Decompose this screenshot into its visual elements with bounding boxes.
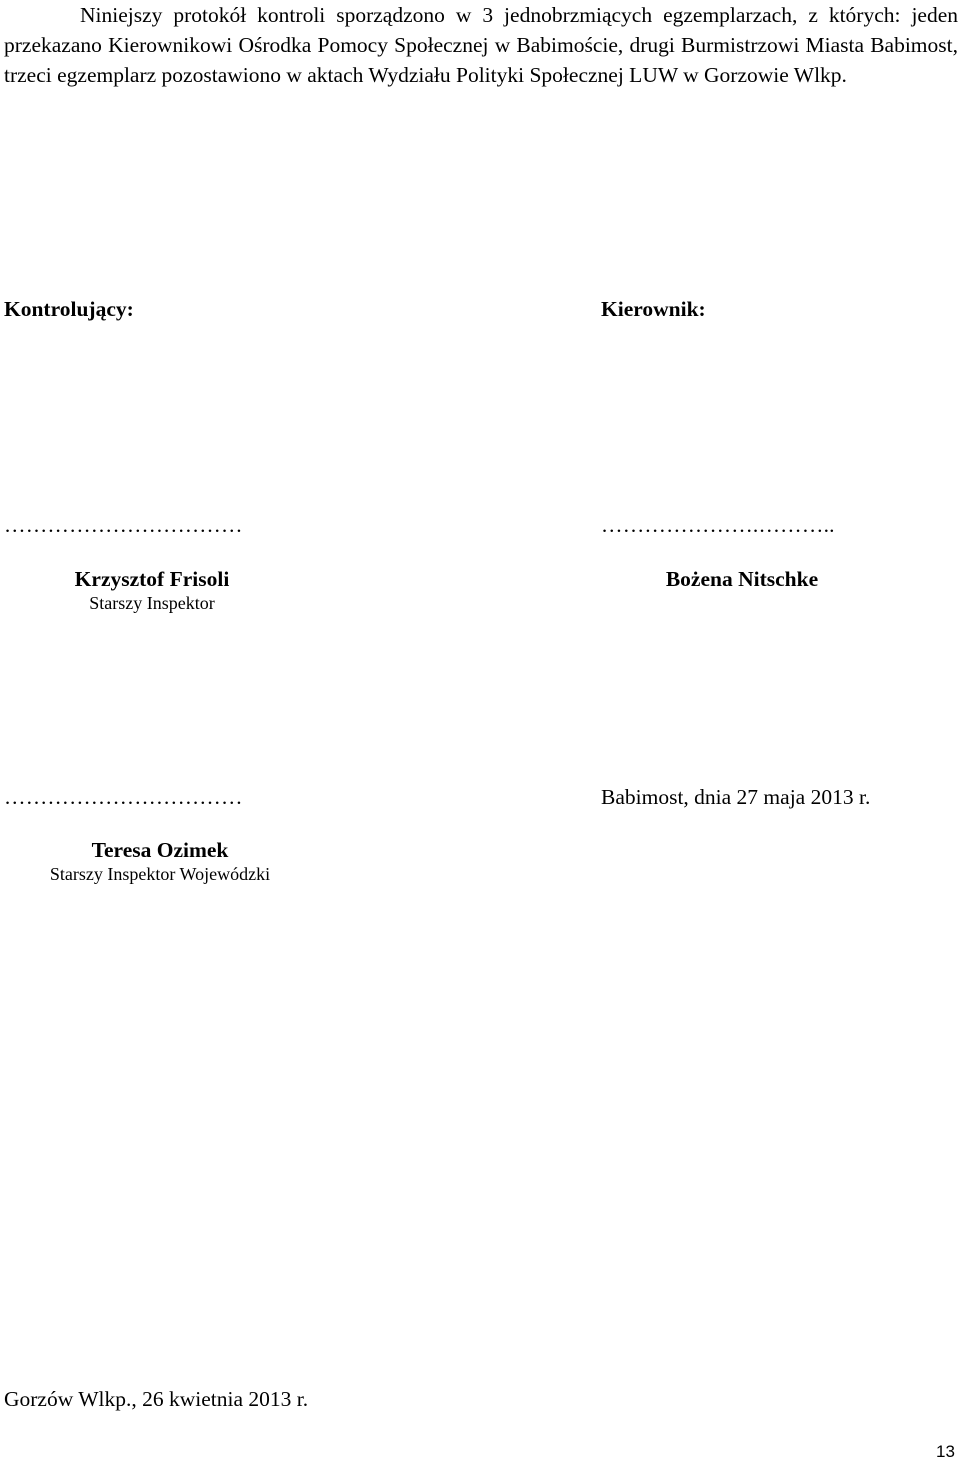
- page-number: 13: [936, 1442, 955, 1461]
- place-date-gorzow: Gorzów Wlkp., 26 kwietnia 2013 r.: [4, 1387, 309, 1411]
- signatory-role: Starszy Inspektor: [89, 593, 215, 613]
- director-heading: Kierownik:: [601, 297, 706, 321]
- signatory-name: Teresa Ozimek: [91, 838, 229, 862]
- signature-line-ozimek: ……………………………: [4, 785, 243, 809]
- signatory-ozimek: [10, 837, 310, 885]
- signature-line-frisoli: ……………………………: [4, 513, 243, 537]
- signatory-name: Bożena Nitschke: [665, 567, 819, 591]
- closing-paragraph: Niniejszy protokół kontroli sporządzono w 3 jednobrzmiących egzemplarzach, z których: jeden przekazano Kierownikowi Ośrodka Pomocy Społecznej w Babimoście, drugi Burmistrzowi Miasta Babimost, trzeci egzemplarz pozostawiono w aktach Wydziału Polityki Społecznej LUW w Gorzowie Wlkp.: [4, 3, 958, 87]
- signatory-nitschke: [592, 566, 892, 592]
- signatory-role: Starszy Inspektor Wojewódzki: [49, 864, 271, 884]
- signatory-frisoli: [2, 566, 302, 614]
- place-date-babimost: Babimost, dnia 27 maja 2013 r.: [601, 785, 871, 809]
- inspectors-heading: Kontrolujący:: [4, 297, 134, 321]
- signatory-name: Krzysztof Frisoli: [74, 567, 230, 591]
- signature-line-nitschke: ………………….………..: [601, 513, 835, 537]
